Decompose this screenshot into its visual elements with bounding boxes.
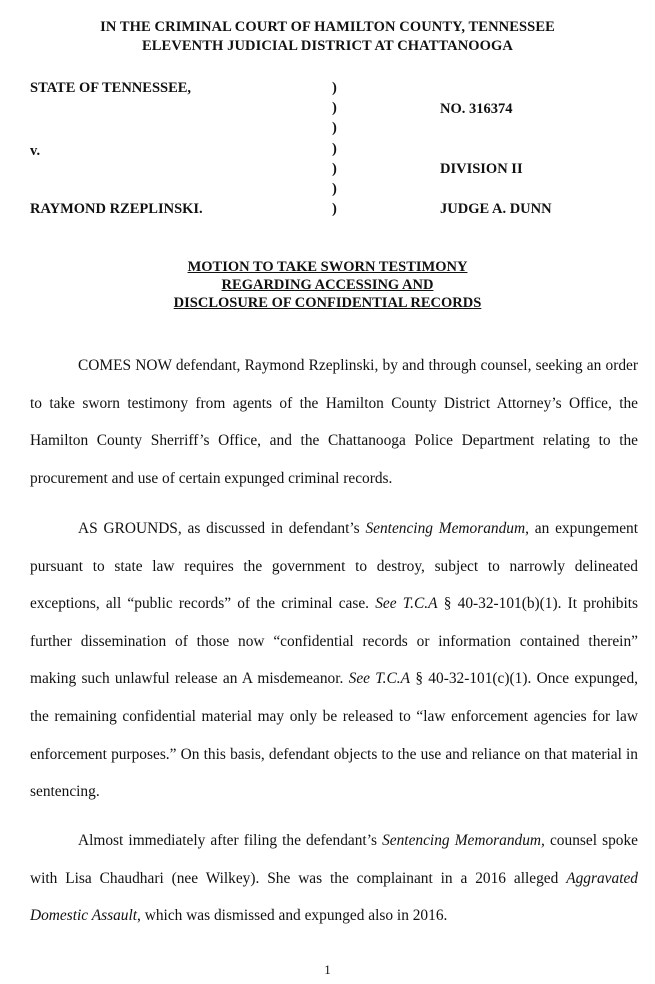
motion-title-line: DISCLOSURE OF CONFIDENTIAL RECORDS [173, 295, 482, 311]
italic-citation: See T.C.A [348, 670, 411, 688]
text-run: § 40-32-101(b)(1). It prohibits further dissemination of those now “confidential records or information contained therein” making such unlawful release an A misdemeanor. [30, 595, 638, 688]
italic-citation: See T.C.A [375, 595, 438, 613]
district-name: ELEVENTH JUDICIAL DISTRICT AT CHATTANOOGA [142, 38, 513, 54]
italic-citation: Aggravated Domestic Assault [30, 869, 638, 925]
court-header [0, 18, 655, 56]
division: DIVISION II [440, 161, 523, 177]
text-run: Almost immediately after filing the defendant’s [78, 832, 383, 849]
text-run: counsel spoke with Lisa Chaudhari (nee Wilkey). She was the complainant in a 2016 alleged [30, 832, 638, 887]
italic-citation: Sentencing Memorandum [365, 520, 526, 537]
page-number: 1 [324, 962, 331, 977]
motion-title [0, 258, 655, 312]
body-text [30, 510, 638, 811]
text-run: § 40-32-101(c)(1). Once expunged, the remaining confidential material may only be released to “law enforcement agencies for law enforcement purposes.” On this basis, defendant objects to the use and reliance on that material in sentencing. [30, 670, 639, 801]
judge-name: JUDGE A. DUNN [440, 201, 552, 217]
paragraph-grounds [30, 510, 638, 811]
body-text [30, 822, 638, 935]
caption-paren: ) [332, 100, 337, 116]
court-name: IN THE CRIMINAL COURT OF HAMILTON COUNTY, TENNESSEE [100, 19, 555, 35]
paragraph-comes-now: COMES NOW defendant, Raymond Rzeplinski, by and through counsel, seeking an order to take sworn testimony from agents of the Hamilton County District Attorney’s Office, the Hamilton County Sherriff’s Office, and the Chattanooga Police Department relating to the procurement and use of certain expunged criminal records. [30, 357, 638, 487]
case-number: NO. 316374 [440, 101, 513, 117]
text-run: , an expungement pursuant to state law requires the government to destroy, subject to narrowly delineated exceptions, all “public records” of the criminal case. [30, 520, 639, 613]
italic-citation: Sentencing Memorandum, [382, 832, 545, 849]
caption-defendant: RAYMOND RZEPLINSKI. [30, 201, 203, 217]
motion-title-line: MOTION TO TAKE SWORN TESTIMONY [187, 259, 468, 275]
caption-paren: ) [332, 120, 337, 136]
caption-paren: ) [332, 141, 337, 157]
caption-paren: ) [332, 201, 337, 217]
text-run: , which was dismissed and expunged also in 2016. [137, 907, 448, 925]
caption-plaintiff: STATE OF TENNESSEE, [30, 80, 192, 96]
caption-paren: ) [332, 161, 337, 177]
text-run: AS GROUNDS, as discussed in defendant’s [78, 520, 366, 537]
body-text [30, 347, 638, 497]
paragraph-almost-immediately [30, 822, 638, 935]
caption-versus: v. [30, 143, 41, 159]
caption-paren: ) [332, 80, 337, 96]
caption-paren: ) [332, 181, 337, 197]
motion-title-line: REGARDING ACCESSING AND [221, 277, 434, 293]
